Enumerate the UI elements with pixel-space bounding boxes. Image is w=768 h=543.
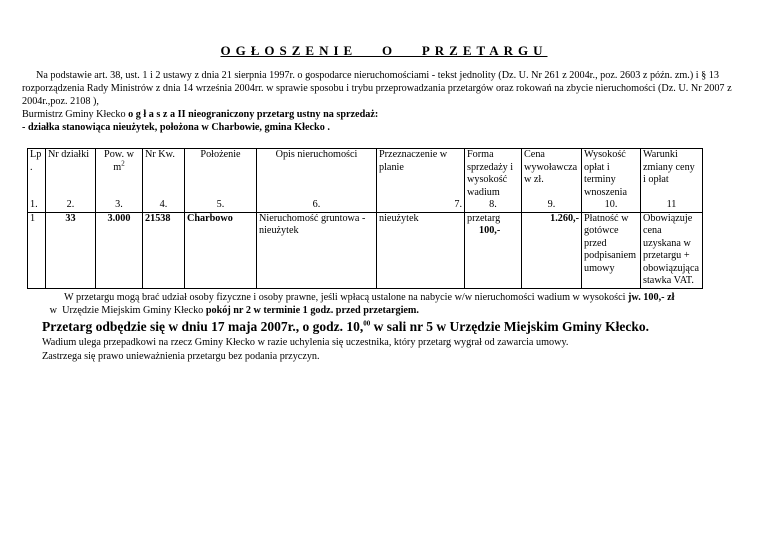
intro-section xyxy=(22,69,752,134)
header-cena: Cena wywoławcza w zł. xyxy=(522,149,582,200)
header-pow xyxy=(96,149,143,200)
table-number-row xyxy=(28,199,703,212)
col-number: 8. xyxy=(465,199,522,212)
document-title-text: OGŁOSZENIE O PRZETARGU xyxy=(220,43,548,58)
cell-pow: 3.000 xyxy=(96,212,143,288)
cell-warunki: Obowiązuje cena uzyskana w przetargu + obowiązująca stawka VAT. xyxy=(641,212,703,288)
auction-date-paragraph xyxy=(42,318,742,335)
header-nr-kw: Nr Kw. xyxy=(143,149,185,200)
auction-date-text-b: w sali nr 5 w Urzędzie Miejskim Gminy Kłecko. xyxy=(370,319,649,334)
document-title xyxy=(0,43,768,59)
cell-forma-type: przetarg xyxy=(467,212,501,224)
col-number: 9. xyxy=(522,199,582,212)
wadium-paragraph xyxy=(42,291,742,317)
cell-lp: 1 xyxy=(28,212,46,288)
cell-forma xyxy=(465,212,522,288)
notes-section xyxy=(42,291,742,363)
cell-polozenie: Charbowo xyxy=(185,212,257,288)
header-przeznaczenie: Przeznaczenie w planie xyxy=(377,149,465,200)
auction-date-text-a: Przetarg odbędzie się w dniu 17 maja 2007r., o godz. 10, xyxy=(42,319,364,334)
wadium-text-c: w Urzędzie Miejskim Gminy Kłecko xyxy=(42,305,206,316)
cell-forma-wadium: 100,- xyxy=(479,225,501,236)
col-number: 10. xyxy=(582,199,641,212)
announcement-text: o g ł a s z a II nieograniczony przetarg ustny na sprzedaż: xyxy=(128,109,379,120)
header-nr-dzialki: Nr działki xyxy=(46,149,96,200)
header-pow-label: Pow. w xyxy=(104,149,134,160)
wadium-forfeit-paragraph: Wadium ulega przepadkowi na rzecz Gminy Kłecko w razie uchylenia się uczestnika, który przetarg wygrał od zawarcia umowy. xyxy=(42,337,569,348)
col-number: 11 xyxy=(641,199,703,212)
header-warunki: Warunki zmiany ceny i opłat xyxy=(641,149,703,200)
cell-opis: Nieruchomość gruntowa - nieużytek xyxy=(257,212,377,288)
announcement-line xyxy=(22,108,752,121)
announcer: Burmistrz Gminy Kłecko xyxy=(22,109,129,120)
header-forma: Forma sprzedaży i wysokość wadium xyxy=(465,149,522,200)
header-pow-unit: m xyxy=(113,161,122,173)
cell-nr-kw: 21538 xyxy=(143,212,185,288)
table-row xyxy=(28,212,703,288)
col-number: 4. xyxy=(143,199,185,212)
wadium-text-a: W przetargu mogą brać udział osoby fizyczne i osoby prawne, jeśli wpłacą ustalone na nabycie w/w nieruchomości wadium w wysokości xyxy=(64,292,629,303)
header-pow-sup: 2 xyxy=(121,159,125,168)
wadium-amount: jw. 100,- zł xyxy=(628,292,675,303)
cancellation-paragraph: Zastrzega się prawo unieważnienia przetargu bez podania przyczyn. xyxy=(42,351,320,362)
table-header-row xyxy=(28,149,703,200)
property-table xyxy=(27,148,703,289)
header-oplat: Wysokość opłat i terminy wnoszenia xyxy=(582,149,641,200)
col-number: 5. xyxy=(185,199,257,212)
header-opis: Opis nieruchomości xyxy=(257,149,377,200)
col-number: 1. xyxy=(28,199,46,212)
col-number: 6. xyxy=(257,199,377,212)
cell-cena: 1.260,- xyxy=(522,212,582,288)
cell-oplat: Płatność w gotówce przed podpisaniem umowy xyxy=(582,212,641,288)
cell-przeznaczenie: nieużytek xyxy=(377,212,465,288)
header-polozenie: Położenie xyxy=(185,149,257,200)
legal-basis-paragraph: Na podstawie art. 38, ust. 1 i 2 ustawy z dnia 21 sierpnia 1997r. o gospodarce nieruchomościami - tekst jednolity (Dz. U. Nr 261 z 2004r., poz. 2603 z późn. zm.) i § 13 rozporządzenia Rady Ministrów z dnia 14 września 2004rr. w sprawie sposobu i trybu przeprowadzania przetargów oraz rokowań na zbycie nieruchomości (Dz. U. Nr 2007 z 2004r.,poz. 2108 ), xyxy=(22,70,732,107)
col-number: 7. xyxy=(377,199,465,212)
col-number: 3. xyxy=(96,199,143,212)
cell-nr-dzialki: 33 xyxy=(46,212,96,288)
property-description: - działka stanowiąca nieużytek, położona w Charbowie, gmina Kłecko . xyxy=(22,122,330,133)
header-lp: Lp . xyxy=(28,149,46,200)
wadium-location: pokój nr 2 w terminie 1 godz. przed przetargiem. xyxy=(205,305,419,316)
col-number: 2. xyxy=(46,199,96,212)
auction-time-minutes: 00 xyxy=(363,319,371,328)
